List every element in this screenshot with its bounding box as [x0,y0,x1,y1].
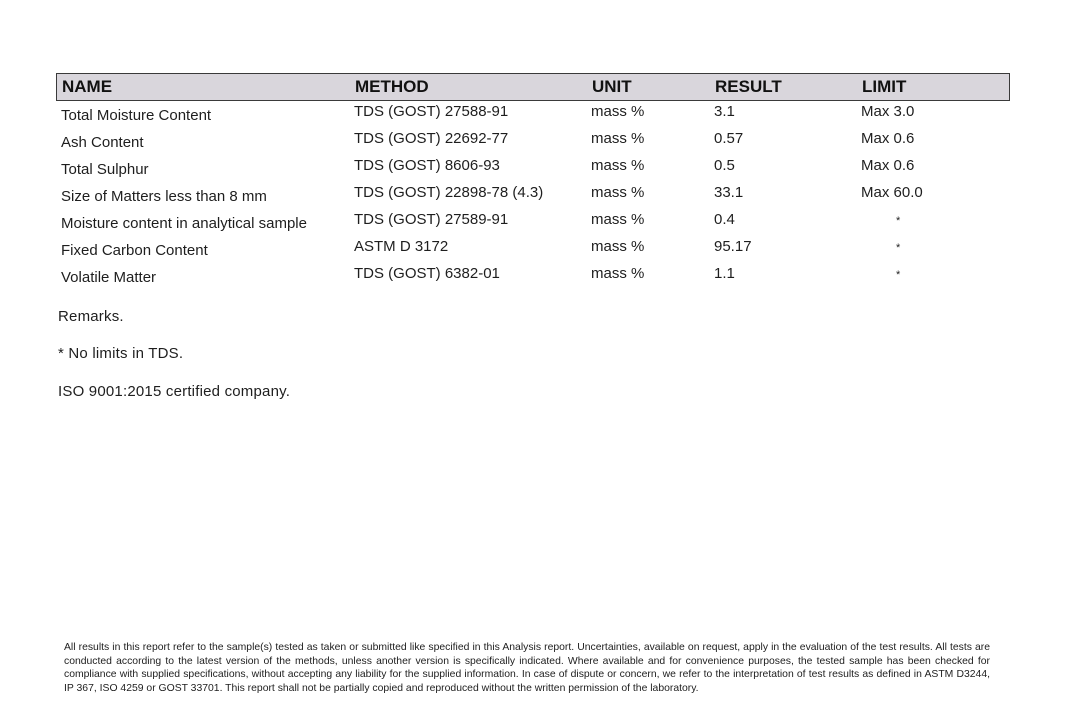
cell-unit: mass % [591,211,645,228]
header-unit: UNIT [592,77,632,96]
cell-limit: * [896,242,901,254]
cell-result: 33.1 [714,184,744,201]
cell-method: TDS (GOST) 8606-93 [354,157,500,174]
cell-name: Total Moisture Content [61,107,212,124]
remarks-title: Remarks. [58,308,124,325]
cell-name: Total Sulphur [61,161,149,178]
cell-name: Volatile Matter [61,269,157,286]
header-method: METHOD [355,77,429,96]
table-row [56,128,1010,155]
cell-result: 95.17 [714,238,752,255]
cell-method: ASTM D 3172 [354,238,449,255]
cell-result: 1.1 [714,265,735,282]
cell-name: Moisture content in analytical sample [61,215,307,232]
disclaimer-text: All results in this report refer to the sample(s) tested as taken or submitted like specified in this Analysis report. Uncertainties, available on request, apply in the evaluation of the test results. All tests are conducted according to the latest version of the methods, unless another version is specifically indicated. Where available and for convenience purposes, the tested sample has been checked for compliance with supplied specifications, without accepting any liability for the supplied information. In case of dispute or concern, we refer to the interpretation of test results as defined in ASTM D3244, IP 367, ISO 4259 or GOST 33701. This report shall not be partially copied and reproduced without the written permission of the laboratory. [64,642,990,694]
cell-limit: Max 60.0 [861,184,923,201]
table-row [56,182,1010,209]
cell-name: Fixed Carbon Content [61,242,208,259]
table-row [56,101,1010,128]
iso-certification-note: ISO 9001:2015 certified company. [58,383,291,400]
cell-name: Ash Content [61,134,144,151]
no-limits-note: * No limits in TDS. [58,345,184,362]
header-limit: LIMIT [862,77,907,96]
header-name: NAME [62,77,113,96]
table-row [56,209,1010,236]
cell-unit: mass % [591,265,645,282]
cell-limit: * [896,215,901,227]
results-table [56,73,1010,290]
table-row [56,155,1010,182]
cell-unit: mass % [591,157,645,174]
cell-unit: mass % [591,238,645,255]
table-header [56,73,1010,101]
cell-result: 0.4 [714,211,735,228]
cell-method: TDS (GOST) 27589-91 [354,211,509,228]
cell-result: 0.5 [714,157,735,174]
cell-name: Size of Matters less than 8 mm [61,188,267,205]
cell-unit: mass % [591,103,645,120]
cell-unit: mass % [591,130,645,147]
cell-result: 0.57 [714,130,744,147]
cell-limit: Max 0.6 [861,157,915,174]
table-row [56,263,1010,290]
cell-method: TDS (GOST) 6382-01 [354,265,500,282]
cell-method: TDS (GOST) 22692-77 [354,130,509,147]
cell-method: TDS (GOST) 27588-91 [354,103,509,120]
table-row [56,236,1010,263]
cell-result: 3.1 [714,103,735,120]
cell-limit: Max 0.6 [861,130,915,147]
header-result: RESULT [715,77,782,96]
cell-limit: * [896,269,901,281]
cell-unit: mass % [591,184,645,201]
cell-limit: Max 3.0 [861,103,915,120]
cell-method: TDS (GOST) 22898-78 (4.3) [354,184,544,201]
